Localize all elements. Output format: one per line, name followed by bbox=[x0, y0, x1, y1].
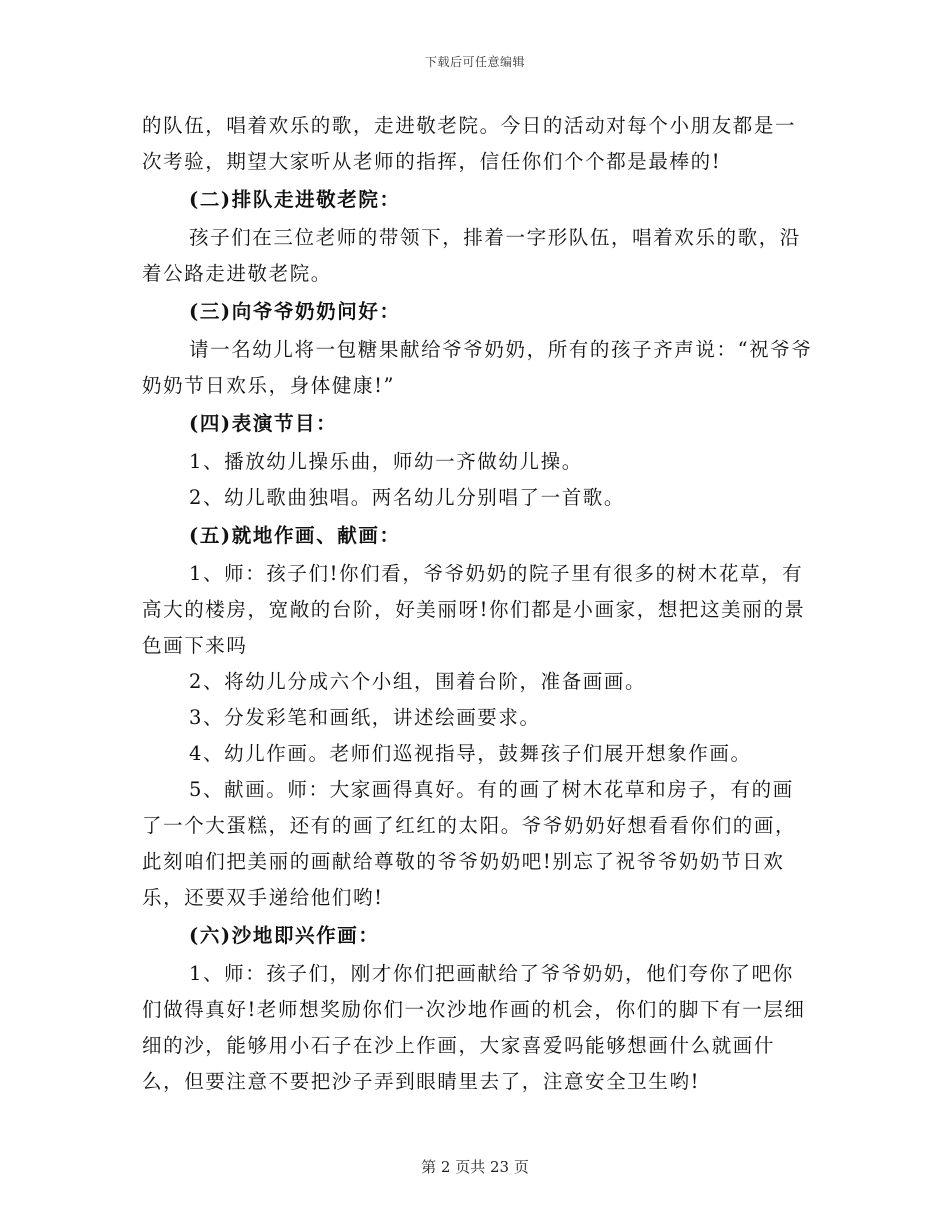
list-item: 3、分发彩笔和画纸，讲述绘画要求。 bbox=[189, 706, 541, 729]
page-footer: 第 2 页共 23 页 bbox=[421, 1158, 529, 1176]
document-body bbox=[142, 108, 814, 1100]
paragraph: 孩子们在三位老师的带领下，排着一字形队伍，唱着欢乐的歌，沿着公路走进敬老院。 bbox=[142, 226, 801, 285]
list-item: 5、献画。师：大家画得真好。有的画了树木花草和房子，有的画了一个大蛋糕，还有的画了红红的太阳。爷爷奶奶好想看看你们的画，此刻咱们把美丽的画献给尊敬的爷爷奶奶吧!别忘了祝爷爷奶奶节日欢乐，还要双手递给他们哟! bbox=[142, 778, 797, 909]
section-heading-6: (六)沙地即兴作画： bbox=[189, 924, 380, 947]
list-item: 1、播放幼儿操乐曲，师幼一齐做幼儿操。 bbox=[189, 450, 583, 473]
section-heading-4: (四)表演节目： bbox=[189, 412, 338, 435]
list-item: 2、幼儿歌曲独唱。两名幼儿分别唱了一首歌。 bbox=[189, 486, 626, 509]
section-heading-2: (二)排队走进敬老院： bbox=[189, 188, 401, 211]
section-heading-3: (三)向爷爷奶奶问好： bbox=[189, 300, 401, 323]
list-item: 4、幼儿作画。老师们巡视指导，鼓舞孩子们展开想象作画。 bbox=[189, 742, 752, 765]
paragraph: 请一名幼儿将一包糖果献给爷爷奶奶，所有的孩子齐声说：“祝爷爷奶奶节日欢乐，身体健康!” bbox=[142, 338, 813, 397]
paragraph-continuation: 的队伍，唱着欢乐的歌，走进敬老院。今日的活动对每个小朋友都是一次考验，期望大家听从老师的指挥，信任你们个个都是最棒的! bbox=[142, 114, 797, 173]
page-header: 下载后可任意编辑 bbox=[424, 55, 525, 69]
list-item: 1、师：孩子们，刚才你们把画献给了爷爷奶奶，他们夸你了吧你们做得真好!老师想奖励你们一次沙地作画的机会，你们的脚下有一层细细的沙，能够用小石子在沙上作画，大家喜爱吗能够想画什么就画什么，但要注意不要把沙子弄到眼睛里去了，注意安全卫生哟! bbox=[142, 962, 806, 1093]
section-heading-5: (五)就地作画、献画： bbox=[189, 524, 401, 547]
list-item: 1、师：孩子们!你们看，爷爷奶奶的院子里有很多的树木花草，有高大的楼房，宽敞的台阶，好美丽呀!你们都是小画家，想把这美丽的景色画下来吗 bbox=[142, 562, 806, 657]
list-item: 2、将幼儿分成六个小组，围着台阶，准备画画。 bbox=[189, 670, 647, 693]
